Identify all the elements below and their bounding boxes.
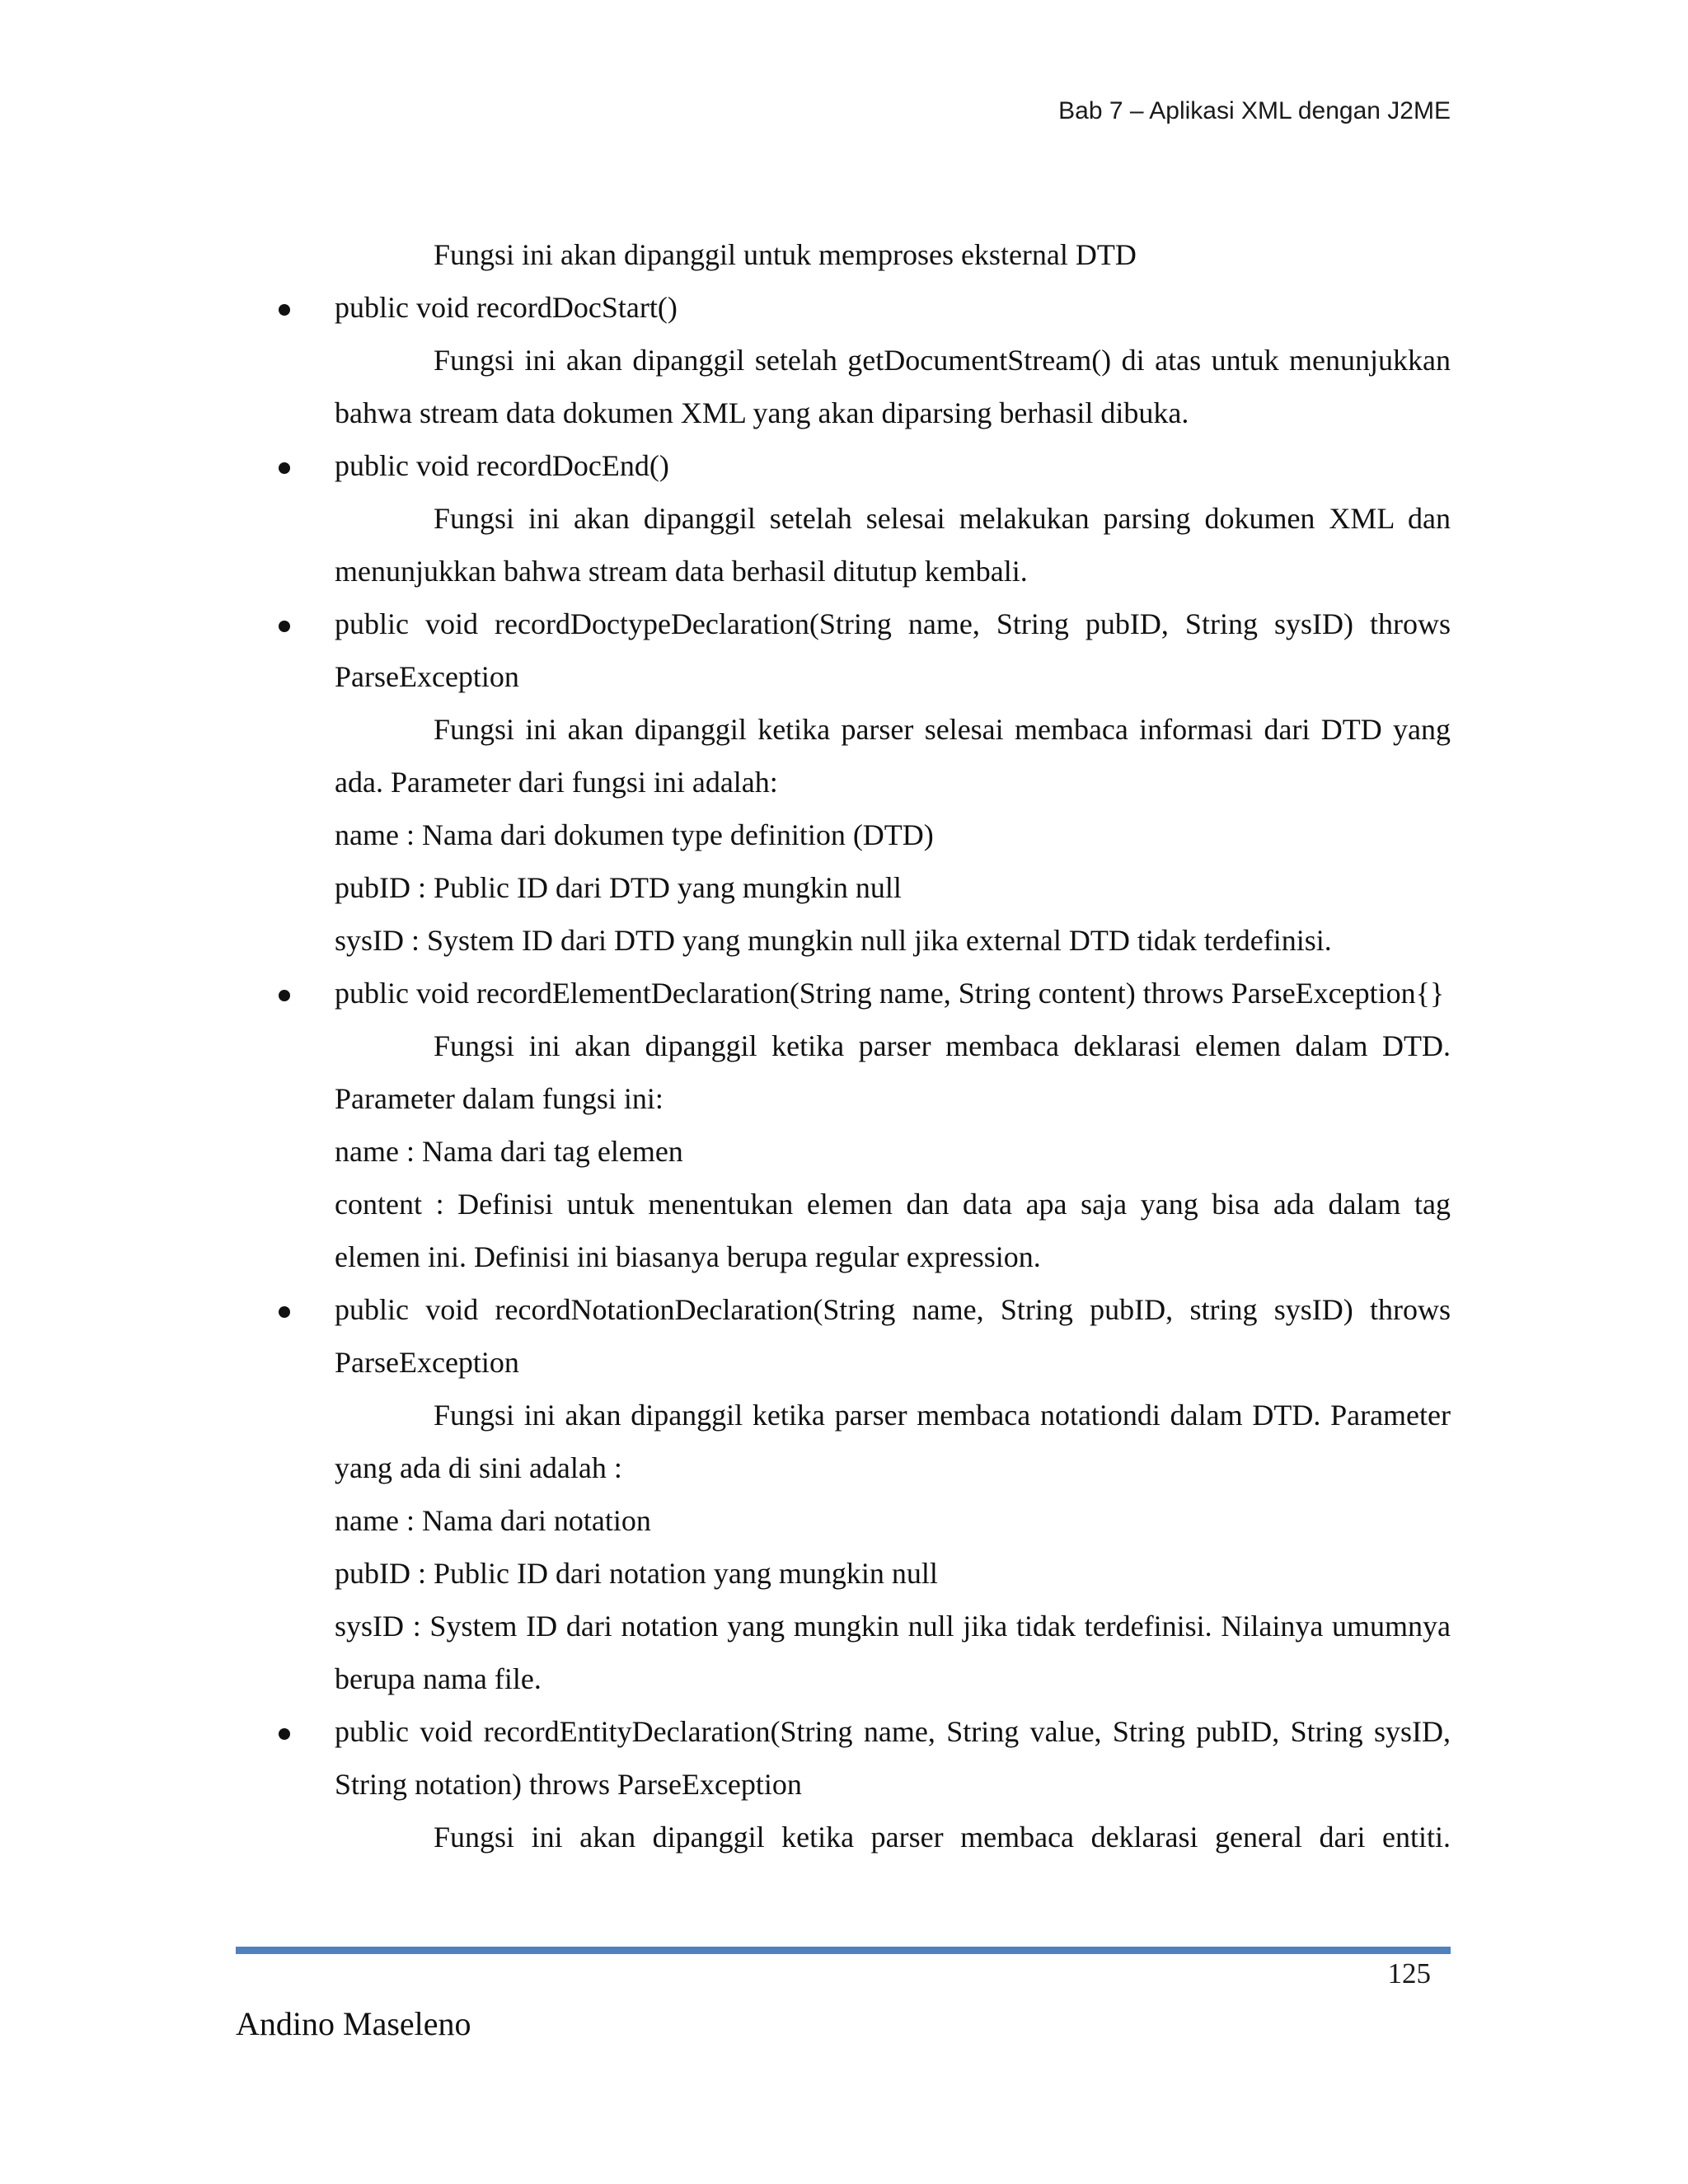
parameter-line: name : Nama dari dokumen type definition (DTD) [335, 818, 934, 851]
parameter-line: pubID : Public ID dari notation yang mungkin null [335, 1557, 938, 1590]
running-header: Bab 7 – Aplikasi XML dengan J2ME [1058, 97, 1451, 124]
method-entry-recordelementdeclaration [237, 967, 1451, 1283]
method-description: Fungsi ini akan dipanggil setelah getDocumentStream() di atas untuk menunjukkan bahwa stream data dokumen XML yang akan diparsing berhasil dibuka. [335, 344, 1451, 429]
bullet-icon [279, 1306, 290, 1318]
method-entry-recordnotationdeclaration [237, 1283, 1451, 1705]
method-description: Fungsi ini akan dipanggil setelah selesai melakukan parsing dokumen XML dan menunjukkan bahwa stream data berhasil ditutup kembali. [335, 502, 1451, 588]
method-description: Fungsi ini akan dipanggil ketika parser membaca deklarasi elemen dalam DTD. Parameter dalam fungsi ini: [335, 1029, 1451, 1115]
method-signature: public void recordDocEnd() [335, 449, 669, 482]
method-entry-recordentitydeclaration [237, 1705, 1451, 1863]
method-signature: public void recordElementDeclaration(String name, String content) throws ParseException{} [335, 977, 1445, 1010]
footer-divider [236, 1947, 1451, 1954]
method-entry-recorddocend [237, 439, 1451, 598]
method-description: Fungsi ini akan dipanggil ketika parser selesai membaca informasi dari DTD yang ada. Parameter dari fungsi ini adalah: [335, 713, 1451, 799]
page-number: 125 [1387, 1957, 1431, 1990]
page-content [237, 228, 1451, 1863]
bullet-icon [279, 1728, 290, 1740]
list-item [237, 439, 1451, 492]
method-signature: public void recordEntityDeclaration(String name, String value, String pubID, String sysID, String notation) throws ParseException [335, 1715, 1451, 1801]
footer-author: Andino Maseleno [236, 2005, 471, 2042]
method-signature: public void recordNotationDeclaration(String name, String pubID, string sysID) throws ParseException [335, 1293, 1451, 1379]
list-item [237, 1283, 1451, 1389]
bullet-icon [279, 462, 290, 474]
parameter-line: sysID : System ID dari notation yang mungkin null jika tidak terdefinisi. Nilainya umumnya berupa nama file. [335, 1610, 1451, 1695]
method-description: Fungsi ini akan dipanggil ketika parser membaca notationdi dalam DTD. Parameter yang ada di sini adalah : [335, 1399, 1451, 1484]
parameter-line: content : Definisi untuk menentukan elemen dan data apa saja yang bisa ada dalam tag elemen ini. Definisi ini biasanya berupa regular expression. [335, 1188, 1451, 1273]
method-signature: public void recordDoctypeDeclaration(String name, String pubID, String sysID) throws ParseException [335, 607, 1451, 693]
list-item [237, 598, 1451, 703]
method-entry-recorddocstart [237, 281, 1451, 439]
intro-description: Fungsi ini akan dipanggil untuk memproses eksternal DTD [434, 238, 1137, 271]
parameter-line: name : Nama dari notation [335, 1504, 651, 1537]
parameter-line: pubID : Public ID dari DTD yang mungkin null [335, 871, 902, 904]
bullet-icon [279, 621, 290, 632]
method-description: Fungsi ini akan dipanggil ketika parser membaca deklarasi general dari entiti. [434, 1821, 1451, 1854]
list-item [237, 281, 1451, 334]
list-item [237, 1705, 1451, 1811]
parameter-line: name : Nama dari tag elemen [335, 1135, 683, 1168]
list-item [237, 967, 1451, 1019]
method-entry-recorddoctypedeclaration [237, 598, 1451, 967]
bullet-icon [279, 990, 290, 1001]
parameter-line: sysID : System ID dari DTD yang mungkin null jika external DTD tidak terdefinisi. [335, 924, 1332, 957]
bullet-icon [279, 304, 290, 316]
method-signature: public void recordDocStart() [335, 291, 678, 324]
